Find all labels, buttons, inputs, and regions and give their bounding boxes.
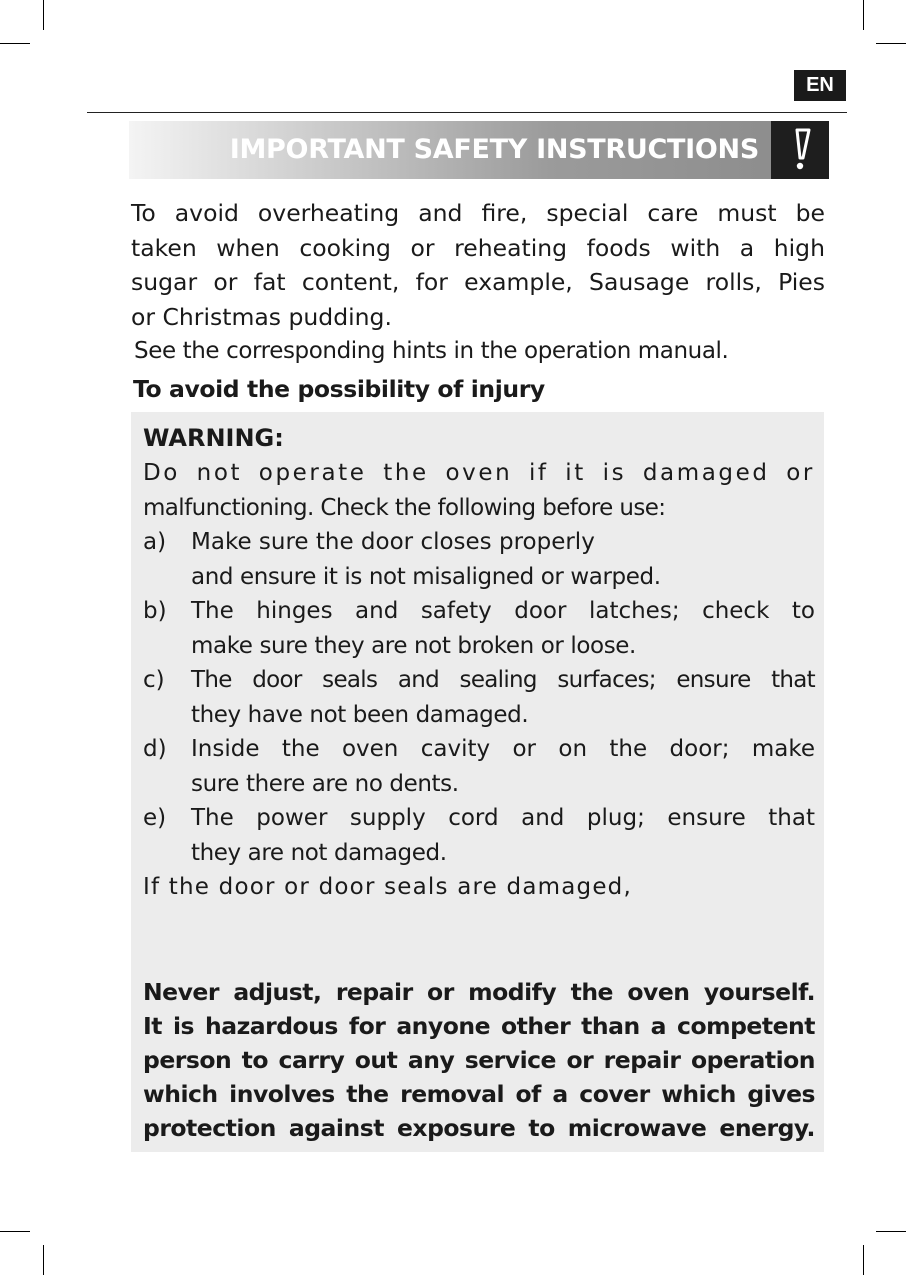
- list-item: [143, 663, 815, 732]
- item-label: a): [143, 529, 167, 555]
- never-adjust-warning: [143, 975, 815, 1145]
- intro-line: taken when cooking or reheating foods with a high: [131, 233, 825, 262]
- list-item: [143, 801, 815, 870]
- never-line: Never adjust, repair or modify the oven yourself.: [143, 977, 815, 1006]
- crop-mark: [863, 1245, 864, 1275]
- crop-mark: [43, 1245, 44, 1275]
- item-text: The hinges and safety door latches; check to: [191, 598, 815, 624]
- item-text: Inside the oven cavity or on the door; make: [191, 736, 815, 762]
- injury-subheading: To avoid the possibility of injury: [133, 375, 545, 403]
- item-text: The door seals and sealing surfaces; ensure that: [191, 667, 815, 693]
- check-list: [143, 525, 815, 870]
- item-label: c): [143, 667, 165, 693]
- door-damaged-note: If the door or door seals are damaged,: [143, 874, 632, 900]
- list-item: [143, 732, 815, 801]
- crop-mark: [863, 0, 864, 30]
- warning-box: [131, 412, 824, 1152]
- list-item: [143, 594, 815, 663]
- item-text: sure there are no dents.: [191, 770, 459, 797]
- intro-paragraph: [131, 196, 825, 334]
- section-title-bar: [129, 121, 829, 179]
- manual-hint: See the corresponding hints in the operation manual.: [134, 338, 729, 364]
- warning-icon-box: [771, 121, 829, 179]
- intro-line: To avoid overheating and fire, special care must be: [131, 199, 825, 227]
- never-line: It is hazardous for anyone other than a competent: [143, 1011, 815, 1040]
- item-text: they have not been damaged.: [191, 701, 529, 728]
- intro-line: sugar or fat content, for example, Sausage rolls, Pies: [131, 268, 825, 296]
- list-item: [143, 525, 815, 594]
- crop-mark: [0, 1231, 30, 1232]
- language-badge: EN: [794, 70, 846, 101]
- warning-lead-line: malfunctioning. Check the following before use:: [143, 494, 666, 521]
- never-line: protection against exposure to microwave energy.: [143, 1113, 815, 1142]
- item-label: e): [143, 805, 167, 831]
- crop-mark: [876, 43, 906, 44]
- crop-mark: [43, 0, 44, 30]
- header-rule: [87, 112, 847, 113]
- crop-mark: [876, 1231, 906, 1232]
- item-label: d): [143, 736, 167, 762]
- item-text: make sure they are not broken or loose.: [191, 632, 636, 659]
- warning-lead-line: Do not operate the oven if it is damaged or: [143, 460, 815, 486]
- crop-mark: [0, 43, 30, 44]
- warning-title: WARNING:: [143, 424, 284, 452]
- item-text: The power supply cord and plug; ensure that: [191, 805, 815, 831]
- item-label: b): [143, 598, 167, 624]
- intro-line: or Christmas pudding.: [131, 302, 392, 331]
- item-text: they are not damaged.: [191, 839, 447, 866]
- never-line: person to carry out any service or repair operation: [143, 1045, 815, 1074]
- item-text: Make sure the door closes properly: [191, 529, 595, 555]
- section-title: IMPORTANT SAFETY INSTRUCTIONS: [229, 134, 759, 165]
- item-text: and ensure it is not misaligned or warped.: [191, 563, 661, 590]
- never-line: which involves the removal of a cover which gives: [143, 1079, 815, 1108]
- exclamation-icon: [788, 128, 812, 172]
